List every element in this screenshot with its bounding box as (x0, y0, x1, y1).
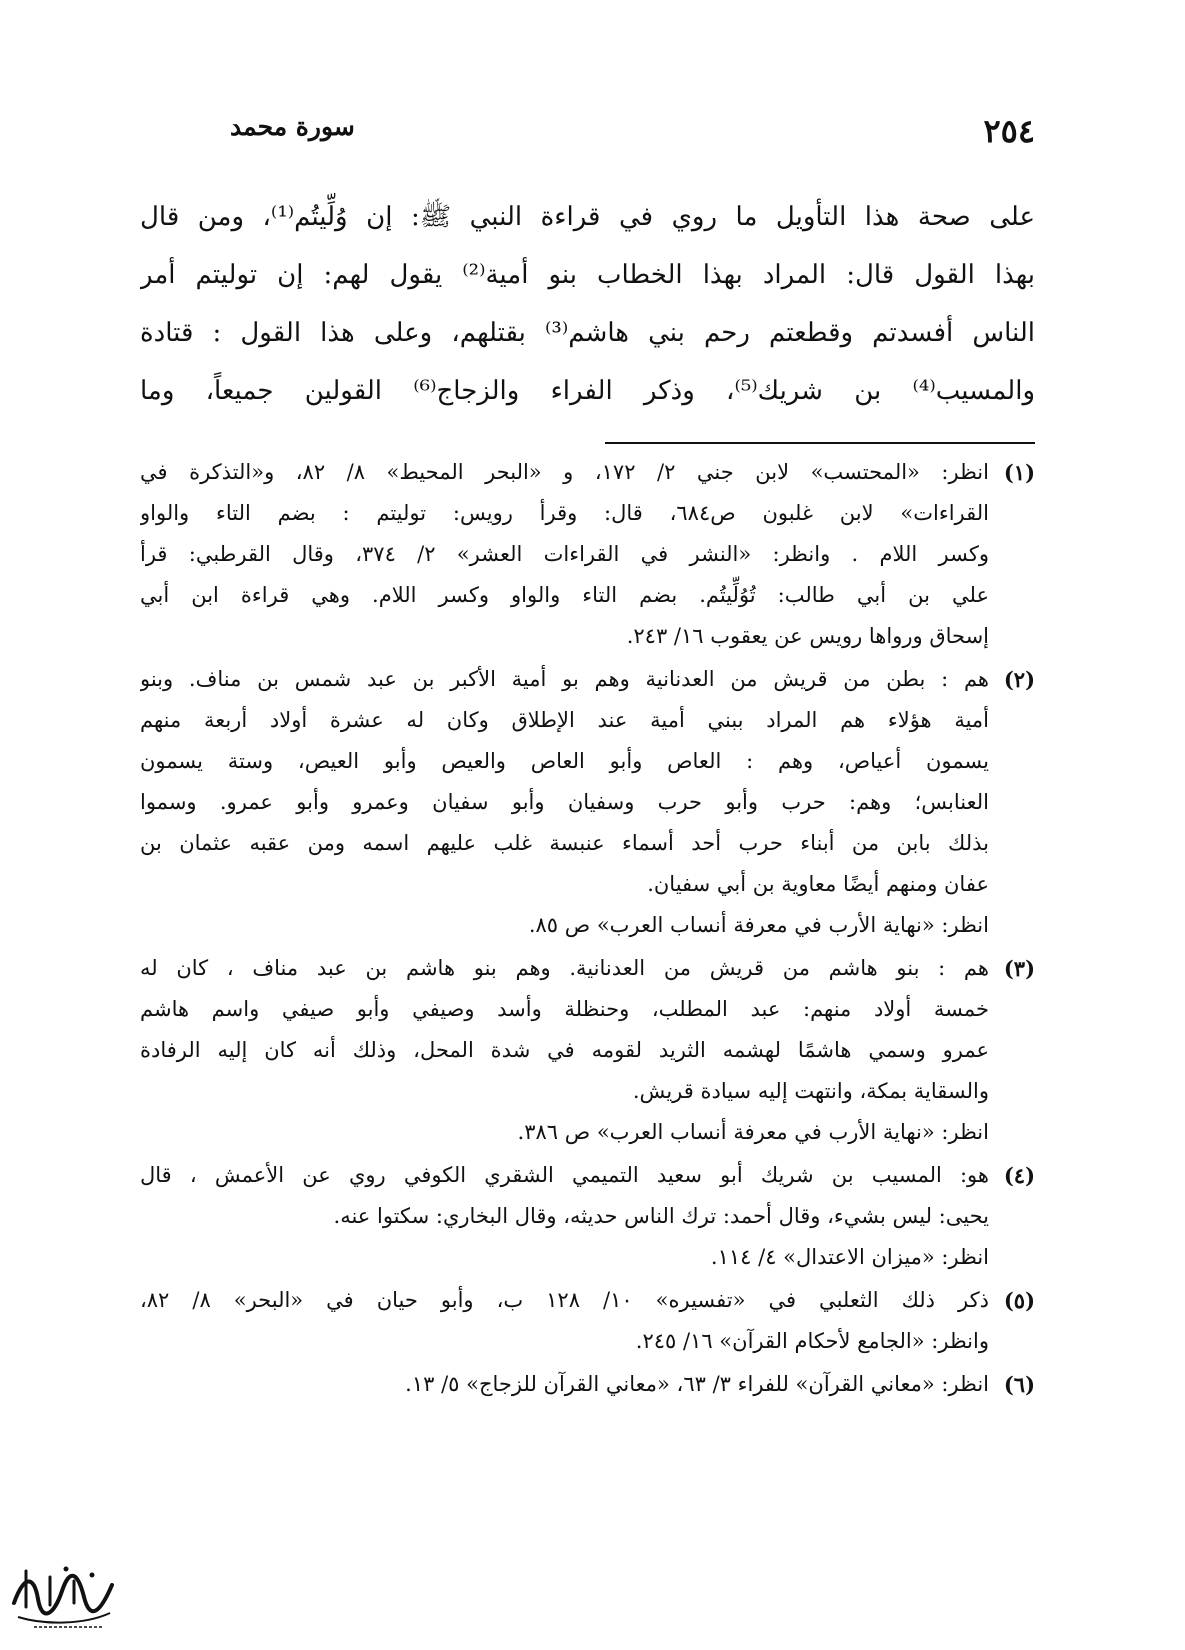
footnote-number: (٤) (1003, 1163, 1035, 1188)
main-text-line: الناس أفسدتم وقطعتم رحم بني هاشم⁽³⁾ بقتلهم، وعلى هذا القول : قتادة (140, 318, 1035, 348)
footnote-line: العنابس؛ وهم: حرب وأبو حرب وسفيان وأبو سفيان وعمرو وأبو عمرو. وسموا (140, 790, 989, 814)
footnotes (140, 452, 1035, 1407)
main-text-line: بهذا القول قال: المراد بهذا الخطاب بنو أمية⁽²⁾ يقول لهم: إن توليتم أمر (140, 260, 1035, 290)
footnote-line: القراءات» لابن غلبون ص٦٨٤، قال: وقرأ رويس: توليتم : بضم التاء والواو (140, 501, 989, 525)
footnote-line: أمية هؤلاء هم المراد ببني أمية عند الإطلاق وكان له عشرة أولاد أربعة منهم (140, 708, 989, 732)
footnote-line: يحيى: ليس بشيء، وقال أحمد: ترك الناس حديثه، وقال البخاري: سكتوا عنه. (333, 1204, 989, 1228)
footnote-line: بذلك بابن من أبناء حرب أحد أسماء عنبسة غلب عليهم اسمه ومن عقبه عثمان بن (140, 831, 989, 855)
page-header (140, 108, 1035, 158)
footnote-number: (٦) (1003, 1372, 1035, 1397)
footnote-number: (١) (1003, 460, 1035, 485)
footnote-line: هو: المسيب بن شريك أبو سعيد التميمي الشقري الكوفي روي عن الأعمش ، قال (140, 1163, 989, 1187)
footnote-number: (٥) (1003, 1288, 1035, 1313)
footnote-line: خمسة أولاد منهم: عبد المطلب، وحنظلة وأسد وصيفي وأبو صيفي واسم هاشم (140, 997, 989, 1021)
main-text (140, 188, 1035, 420)
footnote-line: يسمون أعياص، وهم : العاص وأبو العاص والعيص وأبو العيص، وستة يسمون (140, 749, 989, 773)
footnote-separator (605, 442, 1035, 444)
footnote-source: انظر: «نهاية الأرب في معرفة أنساب العرب» ص ٨٥. (528, 913, 989, 937)
main-text-line: والمسيب⁽⁴⁾ بن شريك⁽⁵⁾، وذكر الفراء والزجاج⁽⁶⁾ القولين جميعاً، وما (140, 376, 1035, 406)
footnote-line: انظر: «معاني القرآن» للفراء ٣/ ٦٣، «معاني القرآن للزجاج» ٥/ ١٣. (405, 1372, 989, 1396)
page-number: ٢٥٤ (983, 112, 1035, 150)
footnote-2 (140, 659, 1035, 946)
footnote-line: ذكر ذلك الثعلبي في «تفسيره» ١٠/ ١٢٨ ب، وأبو حيان في «البحر» ٨/ ٨٢، (140, 1288, 989, 1312)
footnote-5 (140, 1280, 1035, 1362)
footnote-line: هم : بطن من قريش من العدنانية وهم بو أمية الأكبر بن عبد شمس بن مناف. وبنو (140, 667, 989, 691)
footnote-4 (140, 1155, 1035, 1278)
footnote-source: انظر: «نهاية الأرب في معرفة أنساب العرب» ص ٣٨٦. (517, 1120, 989, 1144)
footnote-number: (٣) (1003, 956, 1035, 981)
footnote-line: علي بن أبي طالب: تُوُلِّيتُم. بضم التاء والواو وكسر اللام. وهي قراءة ابن أبي (140, 583, 989, 607)
footnote-line: وكسر اللام . وانظر: «النشر في القراءات العشر» ٢/ ٣٧٤، وقال القرطبي: قرأ (140, 542, 989, 566)
footnote-line: عفان ومنهم أيضًا معاوية بن أبي سفيان. (647, 872, 989, 896)
footnote-3 (140, 948, 1035, 1153)
footnote-1 (140, 452, 1035, 657)
footnote-line: انظر: «المحتسب» لابن جني ٢/ ١٧٢، و «البحر المحيط» ٨/ ٨٢، و«التذكرة في (140, 460, 989, 484)
surah-title: سورة محمد (230, 112, 355, 141)
footnote-line: هم : بنو هاشم من قريش من العدنانية. وهم بنو هاشم بن عبد مناف ، كان له (140, 956, 989, 980)
calligraphy-stamp-icon (4, 1555, 122, 1635)
footnote-line: وانظر: «الجامع لأحكام القرآن» ١٦/ ٢٤٥. (635, 1329, 989, 1353)
footnote-line: إسحاق ورواها رويس عن يعقوب ١٦/ ٢٤٣. (626, 624, 989, 648)
main-text-line: على صحة هذا التأويل ما روي في قراءة النبي ﷺ: إن وُلِّيتُم⁽¹⁾، ومن قال (140, 202, 1035, 232)
footnote-6 (140, 1364, 1035, 1405)
footnote-number: (٢) (1003, 667, 1035, 692)
footnote-line: عمرو وسمي هاشمًا لهشمه الثريد لقومه في شدة المحل، وذلك أنه كان إليه الرفادة (140, 1038, 989, 1062)
footnote-line: والسقاية بمكة، وانتهت إليه سيادة قريش. (632, 1079, 989, 1103)
footnote-source: انظر: «ميزان الاعتدال» ٤/ ١١٤. (710, 1245, 989, 1269)
